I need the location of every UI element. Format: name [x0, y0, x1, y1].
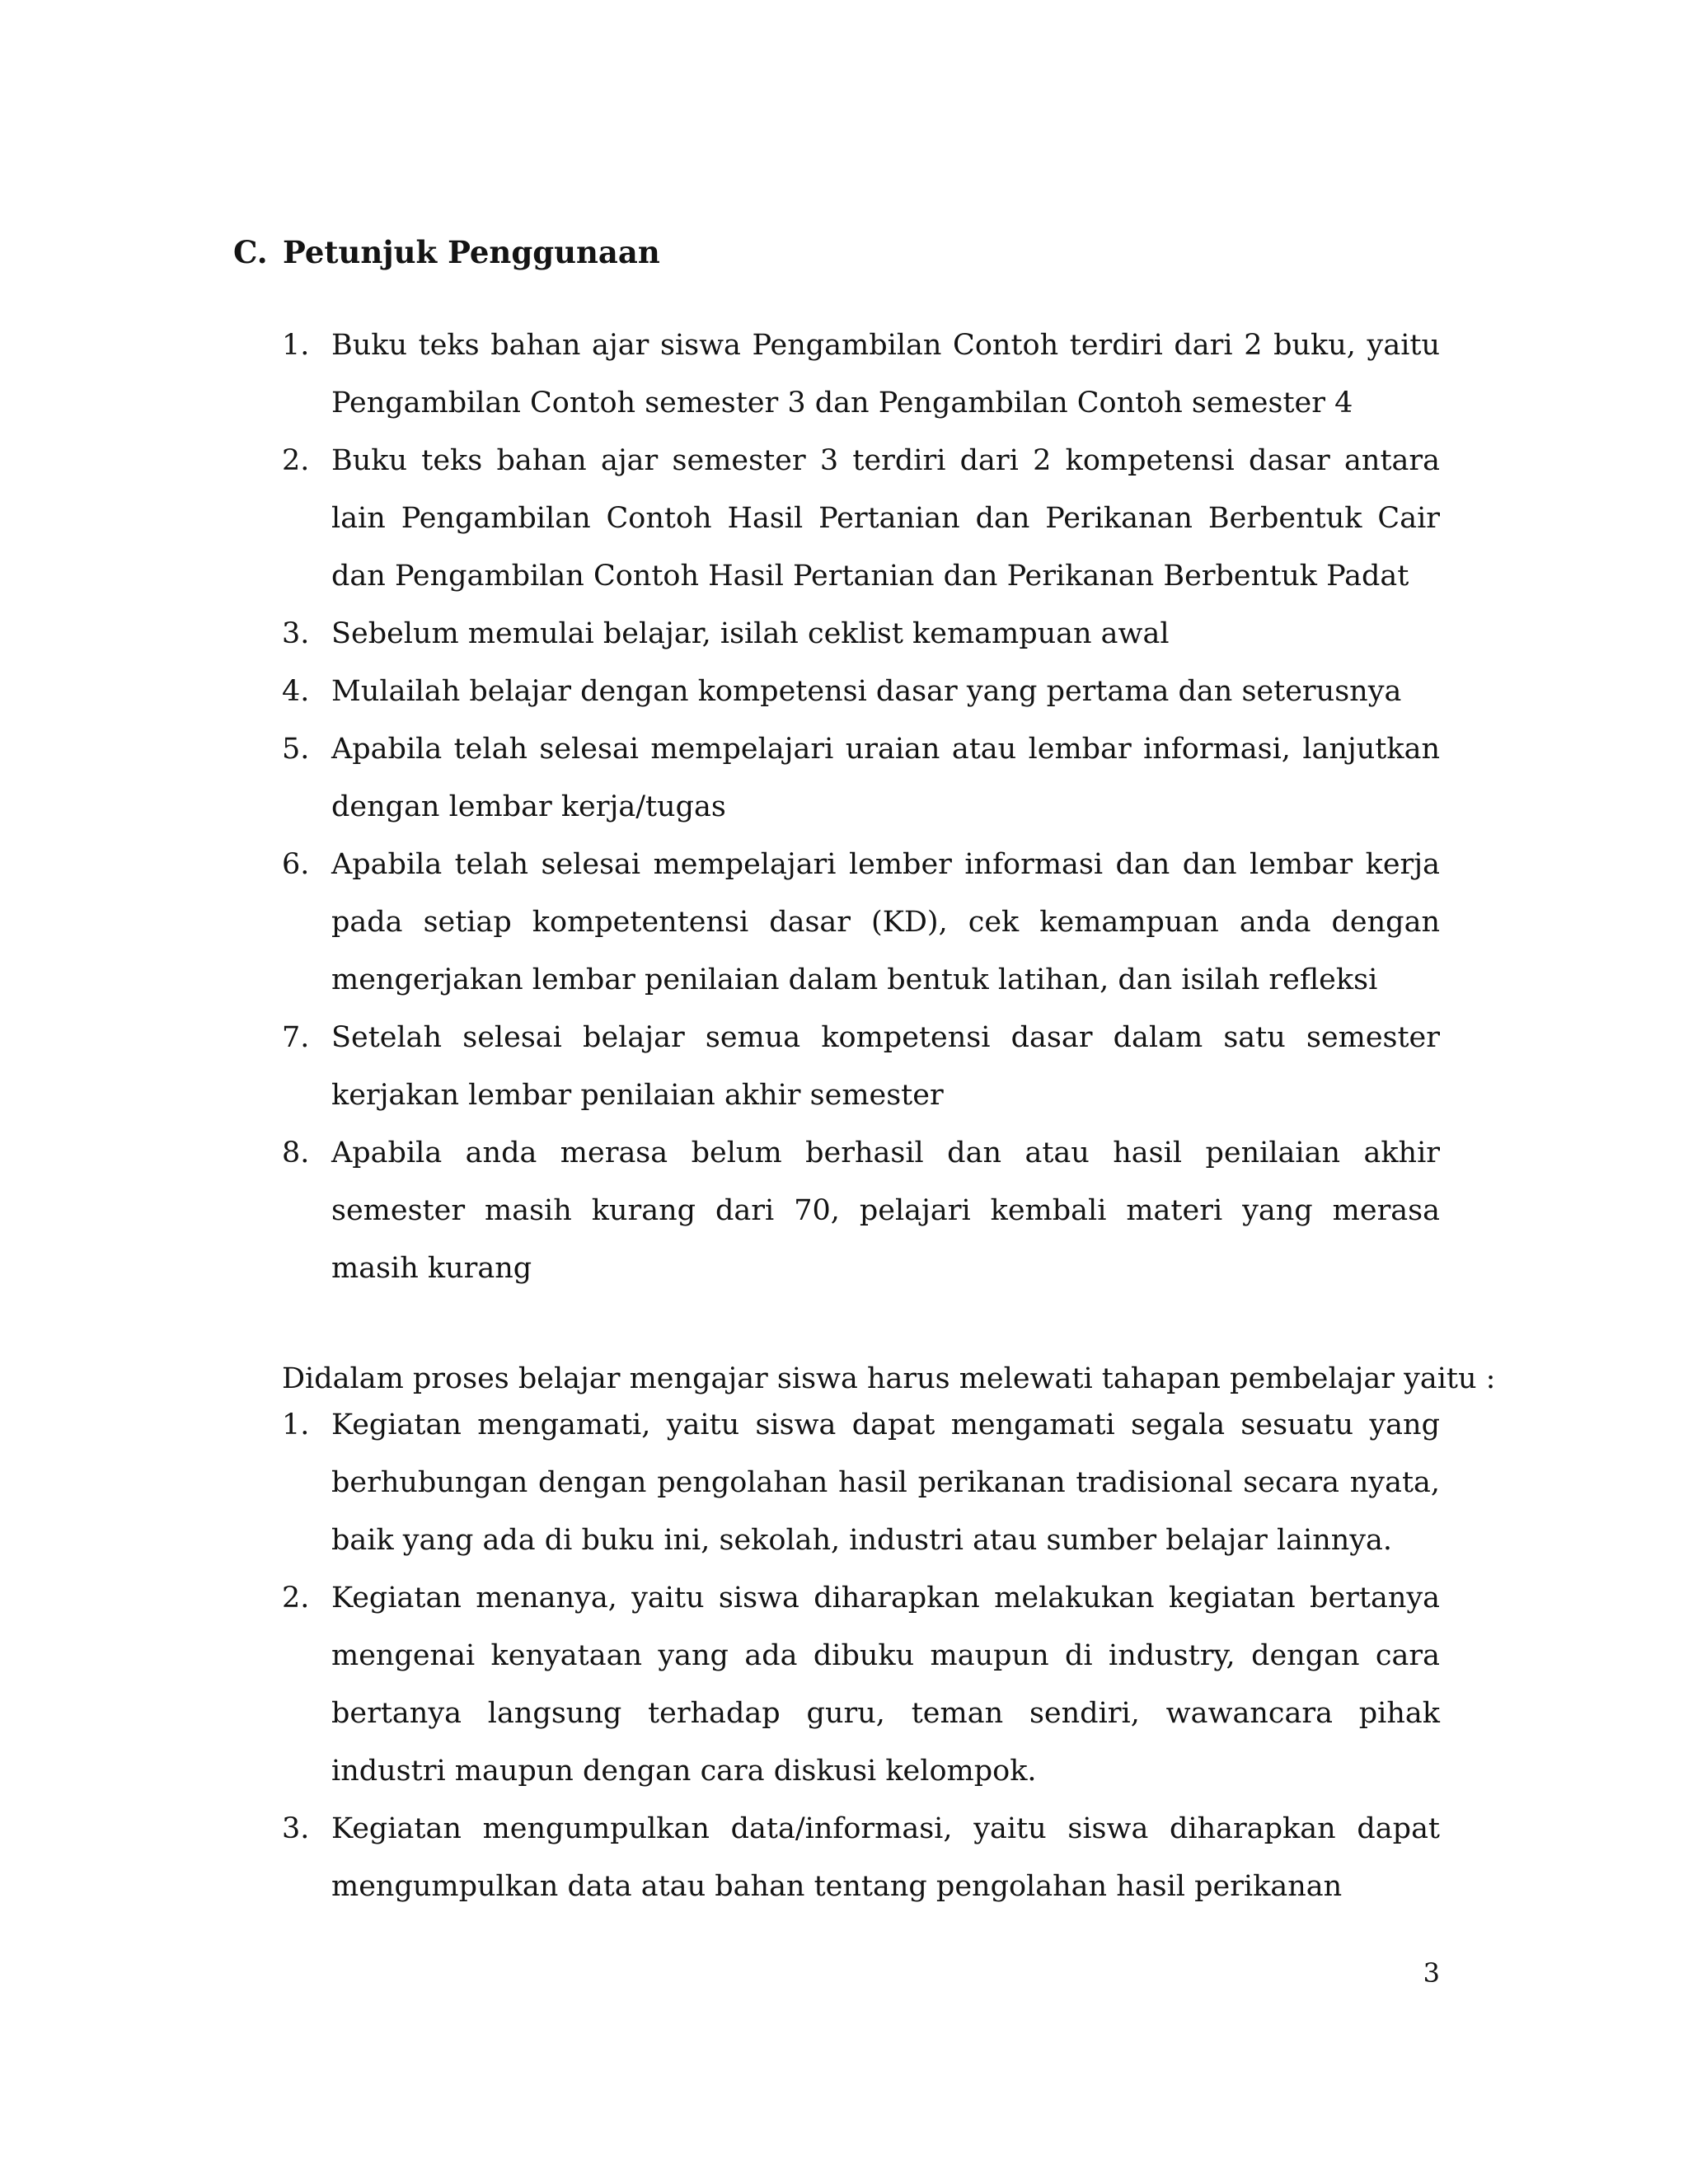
list-item-text: Sebelum memulai belajar, isilah ceklist kemampuan awal [331, 617, 1170, 650]
list-item-number: 2. [282, 1582, 310, 1615]
list-item-text: Kegiatan menanya, yaitu siswa diharapkan melakukan kegiatan bertanya mengenai kenyataan yang ada dibuku maupun di industry, dengan cara bertanya langsung terhadap guru, teman sendiri, wawancara pihak industri maupun dengan cara diskusi kelompok. [331, 1582, 1440, 1788]
list-item [282, 1800, 1440, 1915]
list-item-number: 4. [282, 675, 310, 708]
list-item-number: 1. [282, 1408, 310, 1441]
list-item-text: Apabila telah selesai mempelajari uraian atau lembar informasi, lanjutkan dengan lembar kerja/tugas [331, 733, 1440, 823]
list-item-text: Apabila telah selesai mempelajari lember informasi dan dan lembar kerja pada setiap kompetentensi dasar (KD), cek kemampuan anda dengan mengerjakan lembar penilaian dalam bentuk latihan, dan isilah refleksi [331, 848, 1440, 996]
list-item-text: Buku teks bahan ajar semester 3 terdiri dari 2 kompetensi dasar antara lain Pengambilan Contoh Hasil Pertanian dan Perikanan Berbentuk Cair dan Pengambilan Contoh Hasil Pertanian dan Perikanan Berbentuk Padat [331, 444, 1440, 593]
list-item-text: Setelah selesai belajar semua kompetensi dasar dalam satu semester kerjakan lembar penilaian akhir semester [331, 1021, 1440, 1112]
list-item-number: 8. [282, 1137, 310, 1169]
list-item-text: Buku teks bahan ajar siswa Pengambilan Contoh terdiri dari 2 buku, yaitu Pengambilan Contoh semester 3 dan Pengambilan Contoh semester 4 [331, 329, 1440, 419]
list-item [282, 1569, 1440, 1800]
list-item [282, 720, 1440, 836]
section-letter: C. [233, 234, 268, 270]
list-item-text: Kegiatan mengumpulkan data/informasi, yaitu siswa diharapkan dapat mengumpulkan data atau bahan tentang pengolahan hasil perikanan [331, 1812, 1440, 1903]
list-item-number: 1. [282, 329, 310, 362]
section-title: Petunjuk Penggunaan [283, 234, 660, 270]
list-item [282, 663, 1440, 720]
list-item [282, 1009, 1440, 1124]
list-item-number: 2. [282, 444, 310, 477]
list-item [282, 432, 1440, 605]
list-item-number: 5. [282, 733, 310, 766]
list-item-number: 3. [282, 617, 310, 650]
list-item [282, 1396, 1440, 1569]
section-heading [233, 231, 660, 274]
page-number: 3 [1423, 1957, 1440, 1989]
list-item-number: 7. [282, 1021, 310, 1054]
intro-paragraph: Didalam proses belajar mengajar siswa harus melewati tahapan pembelajar yaitu : [282, 1362, 1496, 1395]
list-item-number: 6. [282, 848, 310, 881]
list-item [282, 316, 1440, 432]
list-item-number: 3. [282, 1812, 310, 1845]
stages-list [282, 1396, 1440, 1915]
list-item-text: Mulailah belajar dengan kompetensi dasar yang pertama dan seterusnya [331, 675, 1402, 708]
list-item-text: Apabila anda merasa belum berhasil dan atau hasil penilaian akhir semester masih kurang dari 70, pelajari kembali materi yang merasa masih kurang [331, 1137, 1440, 1285]
instructions-list [282, 316, 1440, 1297]
list-item [282, 605, 1440, 663]
list-item [282, 836, 1440, 1009]
list-item-text: Kegiatan mengamati, yaitu siswa dapat mengamati segala sesuatu yang berhubungan dengan pengolahan hasil perikanan tradisional secara nyata, baik yang ada di buku ini, sekolah, industri atau sumber belajar lainnya. [331, 1408, 1440, 1557]
list-item [282, 1124, 1440, 1297]
